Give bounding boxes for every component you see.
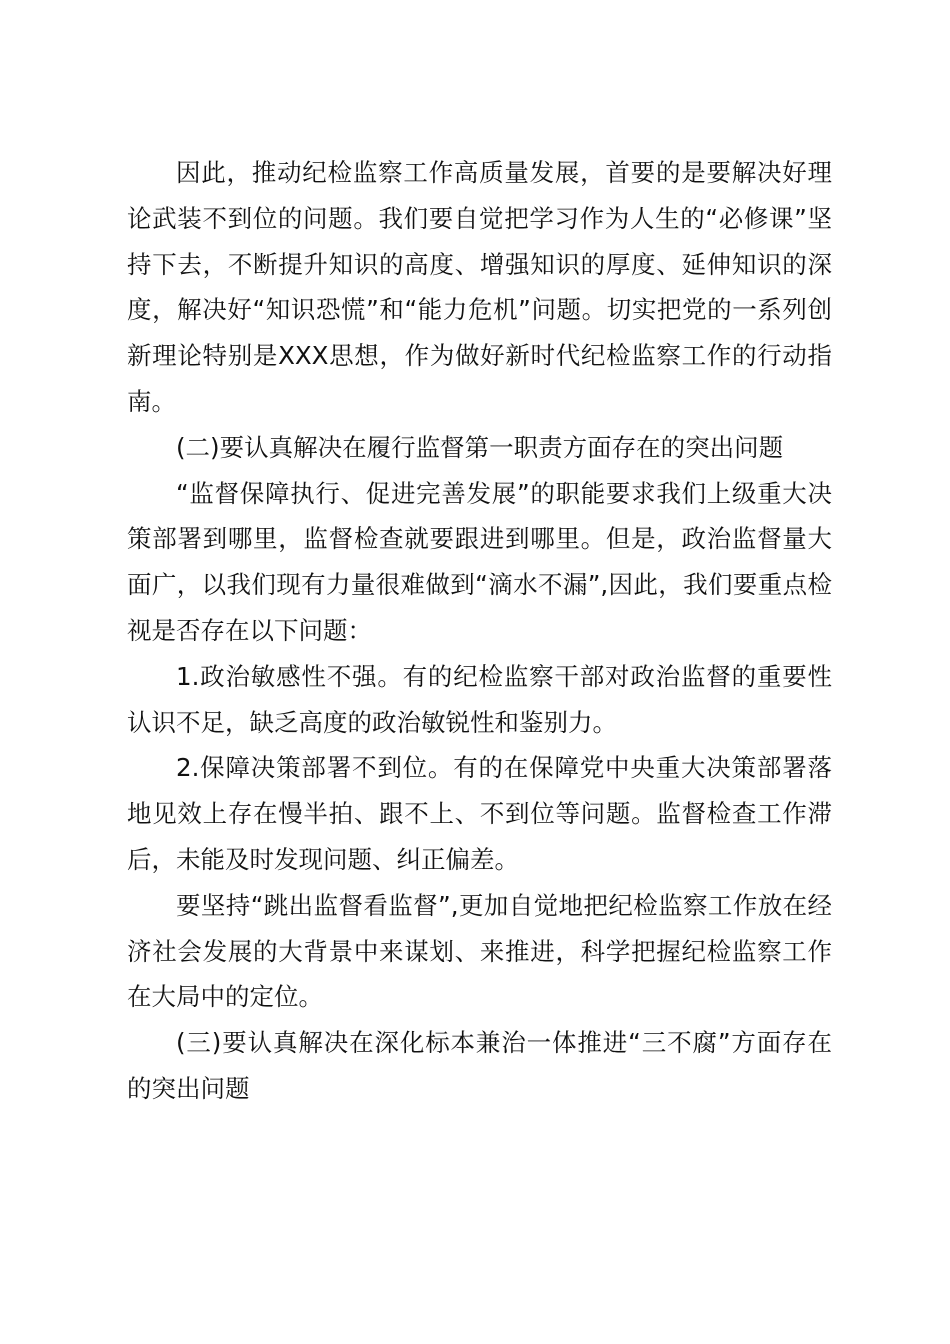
- paragraph-theory-arming: 因此，推动纪检监察工作高质量发展，首要的是要解决好理论武装不到位的问题。我们要自觉把学习作为人生的“必修课”坚持下去，不断提升知识的高度、增强知识的厚度、延伸知识的深度，解决好“知识恐慌”和“能力危机”问题。切实把党的一系列创新理论特别是XXX思想，作为做好新时代纪检监察工作的行动指南。: [127, 158, 832, 416]
- document-page: [127, 150, 832, 1112]
- section-heading-2: (二)要认真解决在履行监督第一职责方面存在的突出问题: [176, 432, 784, 462]
- paragraph-supervision-requirement: “监督保障执行、促进完善发展”的职能要求我们上级重大决策部署到哪里，监督检查就要跟进到哪里。但是，政治监督量大面广，以我们现有力量很难做到“滴水不漏”,因此，我们要重点检视是否存在以下问题：: [127, 478, 832, 645]
- section-heading-3: (三)要认真解决在深化标本兼治一体推进“三不腐”方面存在的突出问题: [127, 1028, 832, 1103]
- list-item-2: 2.保障决策部署不到位。有的在保障党中央重大决策部署落地见效上存在慢半拍、跟不上、不到位等问题。监督检查工作滞后，未能及时发现问题、纠正偏差。: [127, 753, 832, 874]
- paragraph-big-picture: 要坚持“跳出监督看监督”,更加自觉地把纪检监察工作放在经济社会发展的大背景中来谋划、来推进，科学把握纪检监察工作在大局中的定位。: [127, 890, 832, 1012]
- list-item-1: 1.政治敏感性不强。有的纪检监察干部对政治监督的重要性认识不足，缺乏高度的政治敏锐性和鉴别力。: [127, 661, 832, 737]
